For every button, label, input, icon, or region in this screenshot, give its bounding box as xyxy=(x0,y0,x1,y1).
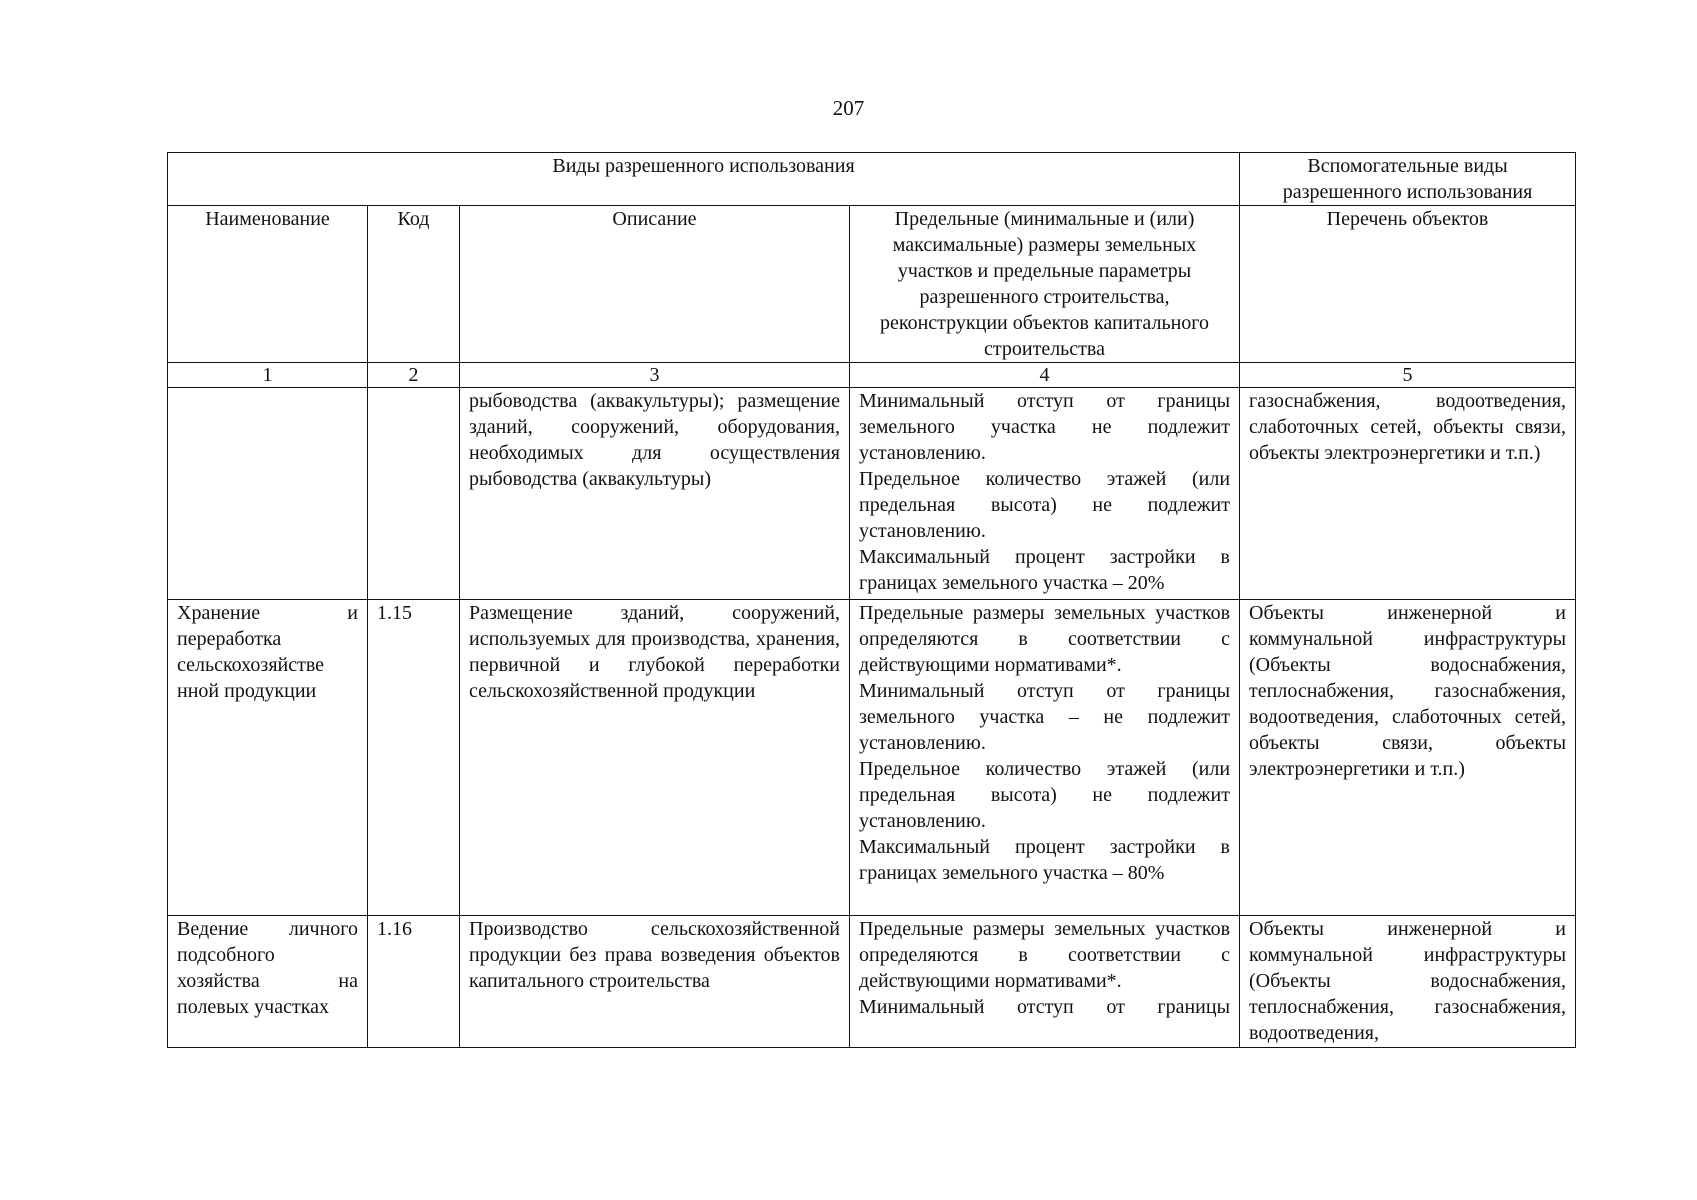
row-code: 1.15 xyxy=(368,600,460,916)
row-description: Размещение зданий, сооружений, используемых для производства, хранения, первичной и глубокой переработки сельскохозяйственной продукции xyxy=(460,600,850,916)
row-limits xyxy=(850,600,1240,916)
header-col-code: Код xyxy=(368,206,460,363)
header-group-aux: Вспомогательные виды разрешенного использования xyxy=(1240,153,1576,206)
row-limits xyxy=(850,916,1240,1048)
column-number: 2 xyxy=(368,363,460,388)
column-number: 3 xyxy=(460,363,850,388)
permitted-use-table xyxy=(167,152,1576,1048)
header-group-row xyxy=(168,153,1576,206)
column-number: 4 xyxy=(850,363,1240,388)
row-code xyxy=(368,388,460,600)
table-row xyxy=(168,388,1576,600)
header-columns-row xyxy=(168,206,1576,363)
header-col-description: Описание xyxy=(460,206,850,363)
row-objects: Объекты инженерной и коммунальной инфраструктуры (Объекты водоснабжения, теплоснабжения, газоснабжения, водоотведения, xyxy=(1240,916,1576,1048)
limits-paragraph: Предельные размеры земельных участков определяются в соответствии с действующими нормативами*. xyxy=(859,602,1231,676)
row-description: Производство сельскохозяйственной продукции без права возведения объектов капитального строительства xyxy=(460,916,850,1048)
limits-paragraph: Максимальный процент застройки в границах земельного участка – 80% xyxy=(859,836,1231,884)
header-col-name: Наименование xyxy=(168,206,368,363)
limits-paragraph: Предельное количество этажей (или предельная высота) не подлежит установлению. xyxy=(859,758,1231,832)
table-row xyxy=(168,600,1576,916)
limits-paragraph: Минимальный отступ от границы земельного участка – не подлежит установлению. xyxy=(859,680,1231,754)
table-row xyxy=(168,916,1576,1048)
row-name: Хранение и переработка сельскохозяйстве нной продукции xyxy=(168,600,368,916)
column-number-row xyxy=(168,363,1576,388)
page-number: 207 xyxy=(832,96,865,120)
limits-paragraph: Предельные размеры земельных участков определяются в соответствии с действующими нормативами*. xyxy=(859,918,1231,992)
row-name: Ведение личного подсобного хозяйства на полевых участках xyxy=(168,916,368,1048)
header-group-main: Виды разрешенного использования xyxy=(168,153,1240,206)
column-number: 1 xyxy=(168,363,368,388)
limits-paragraph: Минимальный отступ от границы xyxy=(859,996,1231,1018)
limits-paragraph: Минимальный отступ от границы земельного участка не подлежит установлению. xyxy=(859,390,1231,464)
limits-paragraph: Максимальный процент застройки в границах земельного участка – 20% xyxy=(859,546,1231,594)
row-limits xyxy=(850,388,1240,600)
row-objects: газоснабжения, водоотведения, слаботочных сетей, объекты связи, объекты электроэнергетики и т.п.) xyxy=(1240,388,1576,600)
header-col-objects: Перечень объектов xyxy=(1240,206,1576,363)
row-description: рыбоводства (аквакультуры); размещение зданий, сооружений, оборудования, необходимых для осуществления рыбоводства (аквакультуры) xyxy=(460,388,850,600)
row-objects: Объекты инженерной и коммунальной инфраструктуры (Объекты водоснабжения, теплоснабжения, газоснабжения, водоотведения, слаботочных сетей, объекты связи, объекты электроэнергетики и т.п.) xyxy=(1240,600,1576,916)
column-number: 5 xyxy=(1240,363,1576,388)
header-col-limits: Предельные (минимальные и (или) максимальные) размеры земельных участков и предельные параметры разрешенного строительства, реконструкции объектов капитального строительства xyxy=(850,206,1240,363)
row-name xyxy=(168,388,368,600)
row-code: 1.16 xyxy=(368,916,460,1048)
limits-paragraph: Предельное количество этажей (или предельная высота) не подлежит установлению. xyxy=(859,468,1231,542)
